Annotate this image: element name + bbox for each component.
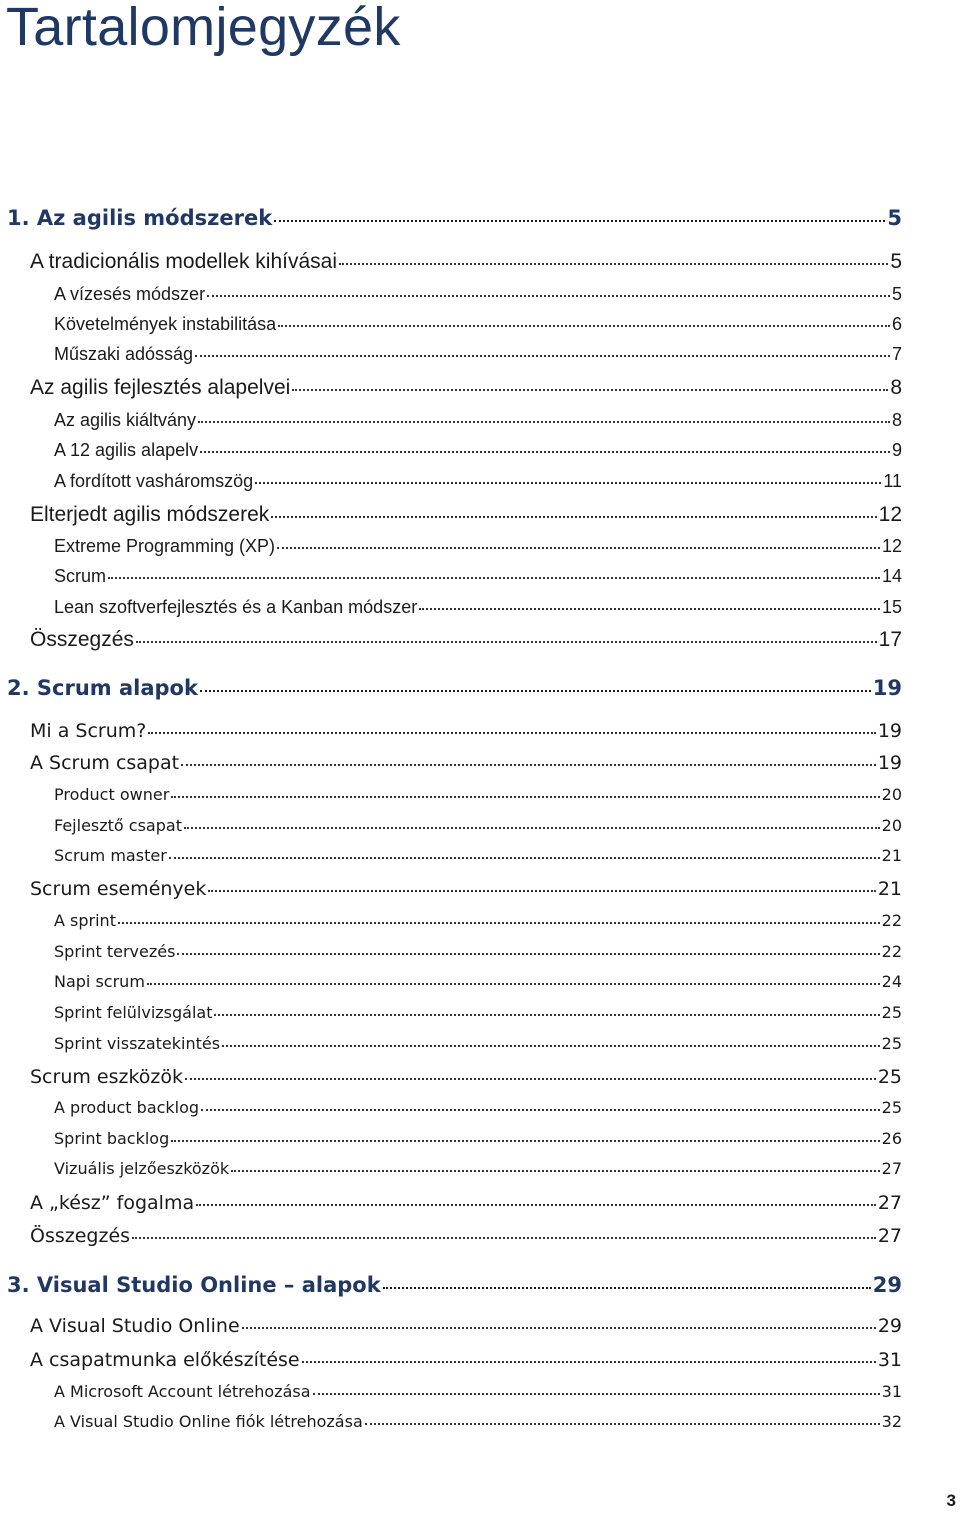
toc-entry-page: 22: [881, 942, 902, 961]
toc-entry-title: A sprint: [54, 911, 116, 930]
toc-entry-title: A Scrum csapat: [30, 752, 180, 774]
toc-entry-page: 8: [890, 376, 902, 399]
dot-leader: [171, 1130, 879, 1142]
toc-entry-subsection[interactable]: [54, 972, 902, 991]
toc-entry-title: Scrum: [54, 566, 107, 586]
dot-leader: [200, 677, 871, 692]
toc-entry-section[interactable]: [30, 376, 902, 400]
dot-leader: [302, 1350, 876, 1363]
toc-entry-page: 12: [881, 536, 902, 556]
toc-entry-title: Sprint tervezés: [54, 942, 176, 961]
toc-entry-title: Napi scrum: [54, 972, 145, 991]
dot-leader: [136, 628, 877, 643]
toc-entry-title: Lean szoftverfejlesztés és a Kanban módszer: [54, 597, 418, 617]
toc-entry-chapter[interactable]: [7, 206, 902, 230]
toc-entry-title: Fejlesztő csapat: [54, 816, 182, 835]
toc-entry-page: 5: [891, 284, 902, 304]
toc-entry-page: 15: [881, 597, 902, 617]
dot-leader: [177, 943, 879, 955]
dot-leader: [242, 1316, 876, 1329]
toc-entry-title: A Microsoft Account létrehozása: [54, 1382, 311, 1401]
toc-entry-section[interactable]: [30, 1349, 902, 1371]
toc-entry-title: Extreme Programming (XP): [54, 536, 276, 556]
dot-leader: [419, 598, 880, 611]
toc-entry-page: 14: [881, 566, 902, 586]
dot-leader: [231, 1160, 880, 1172]
toc-entry-title: Scrum master: [54, 846, 167, 865]
toc-entry-title: Sprint visszatekintés: [54, 1034, 221, 1053]
toc-entry-page: 27: [877, 1192, 902, 1214]
toc-entry-subsection[interactable]: [54, 471, 902, 492]
toc-entry-subsection[interactable]: [54, 284, 902, 305]
toc-entry-page: 7: [891, 344, 902, 364]
toc-entry-title: A product backlog: [54, 1098, 200, 1117]
toc-entry-page: 31: [877, 1349, 902, 1371]
toc-entry-page: 5: [887, 206, 902, 230]
toc-entry-page: 20: [881, 785, 902, 804]
dot-leader: [118, 912, 880, 924]
toc-entry-page: 21: [881, 846, 902, 865]
dot-leader: [196, 1193, 876, 1206]
dot-leader: [200, 441, 890, 454]
toc-entry-title: Az agilis kiáltvány: [54, 410, 197, 430]
dot-leader: [292, 376, 888, 391]
toc-entry-title: Sprint backlog: [54, 1129, 170, 1148]
toc-entry-title: Összegzés: [30, 1225, 131, 1247]
toc-entry-title: Product owner: [54, 785, 170, 804]
toc-entry-title: 1. Az agilis módszerek: [7, 206, 273, 230]
dot-leader: [148, 721, 875, 734]
dot-leader: [195, 345, 890, 358]
toc-entry-section[interactable]: [30, 250, 902, 274]
dot-leader: [271, 503, 876, 518]
toc-entry-title: Scrum eszközök: [30, 1066, 184, 1088]
toc-entry-title: A Visual Studio Online: [30, 1315, 240, 1337]
toc-entry-title: Követelmények instabilitása: [54, 314, 277, 334]
toc-entry-subsection[interactable]: [54, 1159, 902, 1178]
toc-entry-title: A csapatmunka előkészítése: [30, 1349, 300, 1371]
toc-entry-section[interactable]: [30, 720, 902, 742]
dot-leader: [365, 1413, 880, 1425]
page-title: Tartalomjegyzék: [6, 0, 401, 57]
toc-entry-title: 2. Scrum alapok: [7, 676, 198, 700]
toc-entry-page: 19: [872, 676, 902, 700]
toc-entry-section[interactable]: [30, 503, 902, 527]
toc-entry-page: 19: [877, 720, 902, 742]
toc-entry-subsection[interactable]: [54, 911, 902, 930]
dot-leader: [171, 786, 879, 798]
toc-entry-title: A tradicionális modellek kihívásai: [30, 250, 337, 273]
toc-entry-subsection[interactable]: [54, 1034, 902, 1053]
toc-entry-subsection[interactable]: [54, 440, 902, 461]
toc-entry-section[interactable]: [30, 1066, 902, 1088]
dot-leader: [181, 753, 876, 766]
toc-entry-subsection[interactable]: [54, 1098, 902, 1117]
toc-entry-page: 20: [881, 816, 902, 835]
toc-entry-title: A 12 agilis alapelv: [54, 440, 199, 460]
toc-entry-title: A Visual Studio Online fiók létrehozása: [54, 1412, 363, 1431]
toc-entry-title: Mi a Scrum?: [30, 720, 147, 742]
toc-entry-page: 27: [877, 1225, 902, 1247]
toc-entry-page: 29: [872, 1273, 902, 1297]
dot-leader: [255, 472, 881, 485]
toc-entry-subsection[interactable]: [54, 566, 902, 587]
toc-entry-subsection[interactable]: [54, 785, 902, 804]
dot-leader: [147, 973, 880, 985]
toc-entry-subsection[interactable]: [54, 597, 902, 618]
toc-entry-page: 8: [891, 410, 902, 430]
toc-entry-page: 26: [881, 1129, 902, 1148]
toc-entry-chapter[interactable]: [7, 1273, 902, 1297]
toc-entry-page: 19: [877, 752, 902, 774]
toc-entry-title: Vizuális jelzőeszközök: [54, 1159, 230, 1178]
toc-entry-title: A vízesés módszer: [54, 284, 206, 304]
toc-entry-subsection[interactable]: [54, 816, 902, 835]
dot-leader: [278, 315, 890, 328]
toc-entry-title: Összegzés: [30, 628, 134, 651]
toc-entry-section[interactable]: [30, 1225, 902, 1247]
toc-entry-section[interactable]: [30, 878, 902, 900]
toc-entry-page: 17: [878, 628, 902, 651]
toc-entry-title: Scrum események: [30, 878, 207, 900]
toc-entry-subsection[interactable]: [54, 846, 902, 865]
dot-leader: [108, 567, 880, 580]
toc-entry-subsection[interactable]: [54, 1382, 902, 1401]
toc-entry-subsection[interactable]: [54, 1003, 902, 1022]
toc-entry-page: 21: [877, 878, 902, 900]
toc-entry-page: 6: [891, 314, 902, 334]
toc-entry-subsection[interactable]: [54, 1412, 902, 1431]
dot-leader: [222, 1035, 880, 1047]
dot-leader: [207, 285, 890, 298]
toc-entry-page: 32: [881, 1412, 902, 1431]
toc-entry-subsection[interactable]: [54, 942, 902, 961]
dot-leader: [169, 847, 880, 859]
toc-entry-subsection[interactable]: [54, 314, 902, 335]
toc-entry-subsection[interactable]: [54, 1129, 902, 1148]
page-number: 3: [946, 1491, 956, 1510]
toc-entry-page: 25: [881, 1003, 902, 1022]
dot-leader: [383, 1274, 871, 1289]
toc-entry-title: 3. Visual Studio Online – alapok: [7, 1273, 381, 1297]
toc-entry-chapter[interactable]: [7, 676, 902, 700]
toc-entry-page: 25: [881, 1034, 902, 1053]
dot-leader: [201, 1099, 880, 1111]
toc-entry-page: 31: [881, 1382, 902, 1401]
toc-entry-page: 29: [877, 1315, 902, 1337]
toc-entry-title: A „kész” fogalma: [30, 1192, 195, 1214]
dot-leader: [132, 1226, 876, 1239]
toc-entry-page: 5: [890, 250, 902, 273]
dot-leader: [208, 879, 875, 892]
toc-entry-subsection[interactable]: [54, 536, 902, 557]
toc-entry-page: 25: [881, 1098, 902, 1117]
toc-entry-subsection[interactable]: [54, 344, 902, 365]
dot-leader: [339, 250, 888, 265]
toc-entry-page: 27: [881, 1159, 902, 1178]
toc-entry-page: 11: [883, 471, 902, 491]
dot-leader: [214, 1004, 879, 1016]
toc-entry-section[interactable]: [30, 752, 902, 774]
toc-entry-title: Elterjedt agilis módszerek: [30, 503, 270, 526]
toc-entry-page: 24: [881, 972, 902, 991]
dot-leader: [277, 537, 880, 550]
toc-entry-page: 22: [881, 911, 902, 930]
dot-leader: [313, 1383, 880, 1395]
toc-entry-title: Az agilis fejlesztés alapelvei: [30, 376, 291, 399]
toc-entry-section[interactable]: [30, 628, 902, 652]
toc-entry-section[interactable]: [30, 1315, 902, 1337]
dot-leader: [198, 411, 890, 424]
toc-entry-title: A fordított vasháromszög: [54, 471, 254, 491]
toc-entry-subsection[interactable]: [54, 410, 902, 431]
dot-leader: [184, 817, 880, 829]
dot-leader: [185, 1067, 876, 1080]
toc-entry-title: Műszaki adósság: [54, 344, 194, 364]
toc-entry-title: Sprint felülvizsgálat: [54, 1003, 213, 1022]
toc-entry-section[interactable]: [30, 1192, 902, 1214]
dot-leader: [274, 207, 885, 222]
toc-entry-page: 9: [891, 440, 902, 460]
toc-entry-page: 25: [877, 1066, 902, 1088]
toc-entry-page: 12: [878, 503, 902, 526]
